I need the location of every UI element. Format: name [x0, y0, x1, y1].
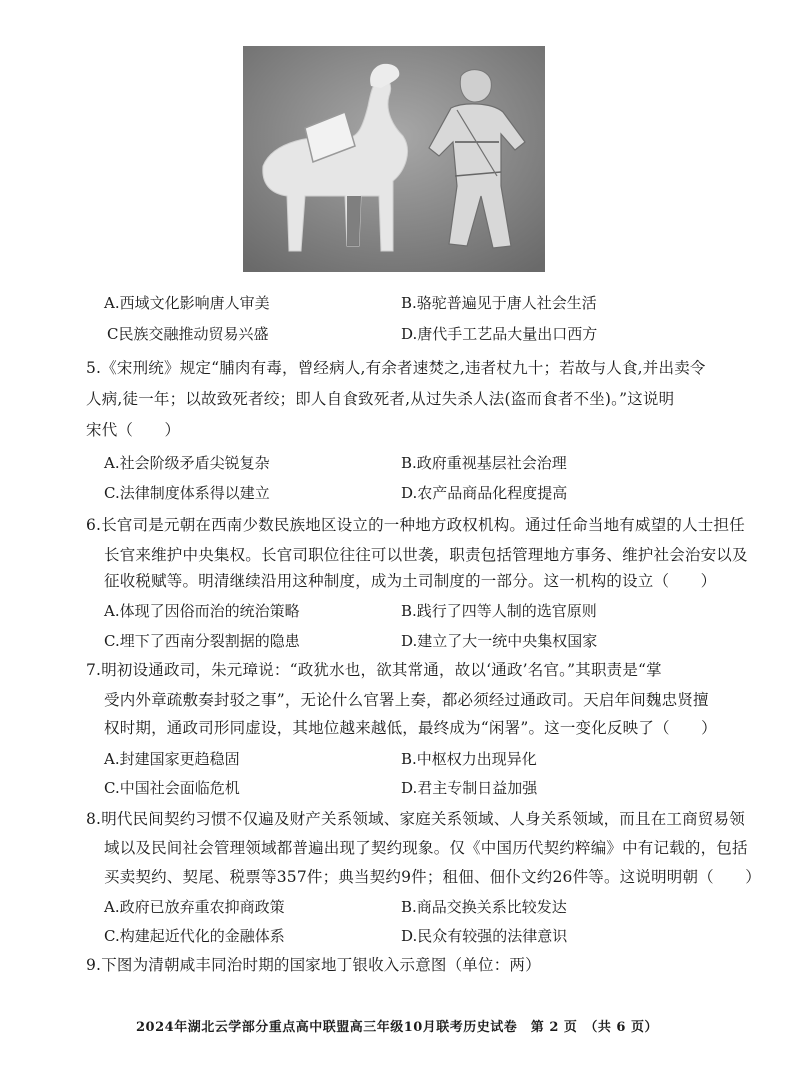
q5-option-b[interactable]: B.政府重视基层社会治理: [401, 454, 567, 472]
q5-options-2: [104, 479, 744, 507]
q4-option-d[interactable]: D.唐代手工艺品大量出口西方: [401, 325, 598, 343]
q7-option-b[interactable]: B.中枢权力出现异化: [401, 750, 537, 768]
q8-option-c[interactable]: C.构建起近代化的金融体系: [104, 927, 285, 945]
q6-stem-line-1: 6.长官司是元朝在西南少数民族地区设立的一种地方政权机构。通过任命当地有威望的人士担任: [86, 516, 745, 534]
q6-options: [104, 597, 744, 625]
q5-stem-line-3: 宋代（ ）: [86, 421, 181, 439]
statues-photo: [243, 46, 545, 272]
q6-option-b[interactable]: B.践行了四等人制的选官原则: [401, 602, 597, 620]
q8-option-d[interactable]: D.民众有较强的法律意识: [401, 927, 568, 945]
q5-stem-line-1: 5.《宋刑统》规定“脯肉有毒，曾经病人,有余者速焚之,违者杖九十；若故与人食,并出卖令: [86, 359, 706, 377]
tang-camel-and-figure-statues-photo: [243, 46, 545, 272]
q5-options: [104, 449, 744, 477]
page-footer: 2024年湖北云学部分重点高中联盟高三年级10月联考历史试卷 第 2 页 （共 6 页）: [136, 1020, 658, 1035]
q7-option-c[interactable]: C.中国社会面临危机: [104, 779, 240, 797]
q6-option-d[interactable]: D.建立了大一统中央集权国家: [401, 632, 598, 650]
q8-option-a[interactable]: A.政府已放弃重农抑商政策: [104, 898, 285, 916]
q4-options: [104, 289, 744, 317]
q8-options: [104, 893, 744, 921]
q7-option-d[interactable]: D.君主专制日益加强: [401, 779, 538, 797]
q5-option-c[interactable]: C.法律制度体系得以建立: [104, 484, 270, 502]
q7-stem-line-2: 受内外章疏敷奏封驳之事”，无论什么官署上奏，都必须经过通政司。天启年间魏忠贤擅: [104, 691, 709, 709]
q8-stem-line-1: 8.明代民间契约习惯不仅遍及财产关系领域、家庭关系领域、人身关系领域，而且在工商贸易领: [86, 810, 745, 828]
q7-option-a[interactable]: A.封建国家更趋稳固: [104, 750, 240, 768]
q6-stem-line-3: 征收税赋等。明清继续沿用这种制度，成为土司制度的一部分。这一机构的设立（ ）: [104, 572, 717, 590]
q7-options-2: [104, 774, 744, 802]
q5-option-a[interactable]: A.社会阶级矛盾尖锐复杂: [104, 454, 270, 472]
q8-options-2: [104, 922, 744, 950]
q4-option-a[interactable]: A.西域文化影响唐人审美: [104, 294, 270, 312]
q7-options: [104, 745, 744, 773]
q6-stem-line-2: 长官来维护中央集权。长官司职位往往可以世袭，职责包括管理地方事务、维护社会治安以及: [104, 546, 748, 564]
q6-option-c[interactable]: C.埋下了西南分裂割据的隐患: [104, 632, 300, 650]
q4-option-c[interactable]: C民族交融推动贸易兴盛: [107, 325, 269, 343]
q5-option-d[interactable]: D.农产品商品化程度提高: [401, 484, 568, 502]
q8-stem-line-2: 域以及民间社会管理领域都普遍出现了契约现象。仅《中国历代契约粹编》中有记载的，包括: [104, 839, 748, 857]
q5-stem-line-2: 人病,徒一年；以故致死者绞；即人自食致死者,从过失杀人法(盗而食者不坐)。”这说明: [86, 390, 675, 408]
q8-option-b[interactable]: B.商品交换关系比较发达: [401, 898, 567, 916]
q4-options-2: [107, 320, 747, 348]
q7-stem-line-1: 7.明初设通政司，朱元璋说：“政犹水也，欲其常通，故以‘通政’名官。”其职责是“掌: [86, 661, 662, 679]
q4-option-b[interactable]: B.骆驼普遍见于唐人社会生活: [401, 294, 597, 312]
q8-stem-line-3: 买卖契约、契尾、税票等357件；典当契约9件；租佃、佃仆文约26件等。这说明明朝（ ）: [104, 868, 761, 886]
q6-options-2: [104, 627, 744, 655]
q9-stem-line-1: 9.下图为清朝咸丰同治时期的国家地丁银收入示意图（单位：两）: [86, 956, 541, 974]
q7-stem-line-3: 权时期，通政司形同虚设，其地位越来越低，最终成为“闲署”。这一变化反映了（ ）: [104, 719, 717, 737]
q6-option-a[interactable]: A.体现了因俗而治的统治策略: [104, 602, 300, 620]
